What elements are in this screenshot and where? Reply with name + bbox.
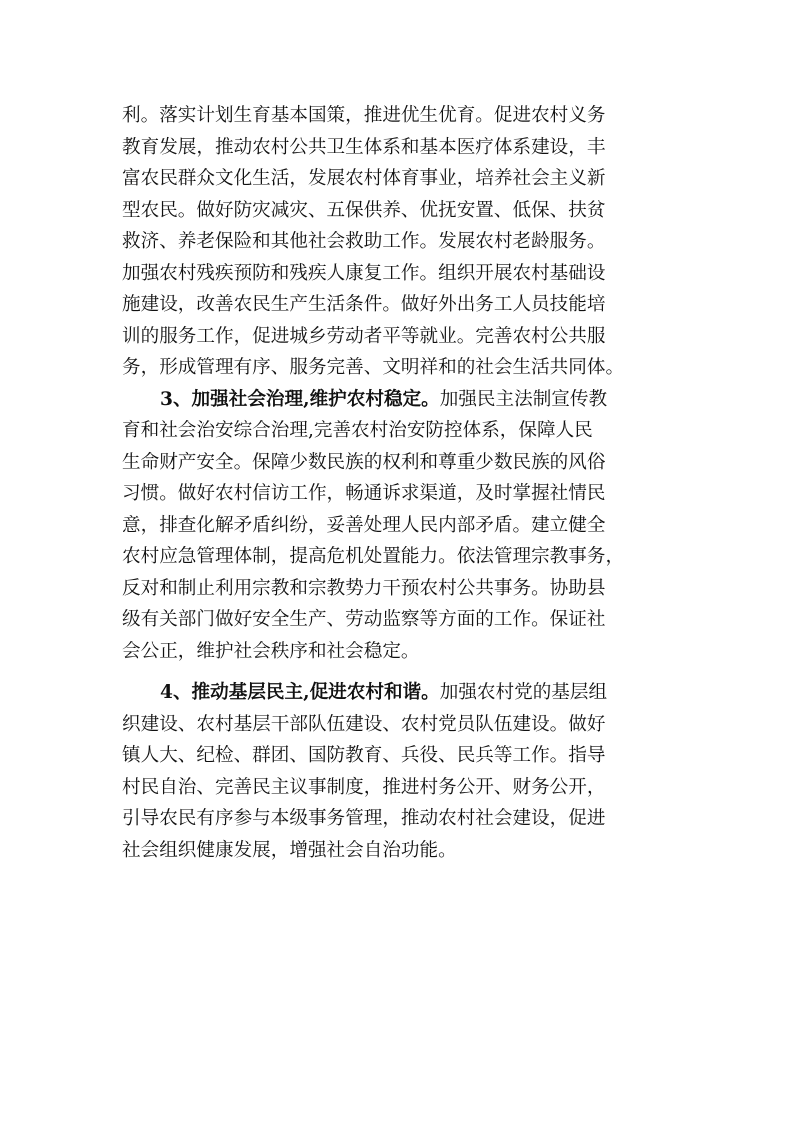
text-line: 村民自治、完善民主议事制度，推进村务公开、财务公开， [122,776,606,798]
text-line: 意，排查化解矛盾纠纷，妥善处理人民内部矛盾。建立健全 [122,514,606,536]
text-line: 救济、养老保险和其他社会救助工作。发展农村老龄服务。 [122,231,606,252]
text-line-first [122,677,690,709]
text-line: 反对和制止利用宗教和宗教势力干预农村公共事务。协助县 [122,577,606,599]
text-line: 型农民。做好防灾减灾、五保供养、优抚安置、低保、扶贫 [122,199,606,221]
text-line: 引导农民有序参与本级事务管理，推动农村社会建设，促进 [122,808,606,829]
paragraph-3 [122,677,690,866]
paragraph-2 [122,384,690,668]
section-heading: 3、加强社会治理,维护农村稳定。 [160,388,440,410]
text-line: 会公正，维护社会秩序和社会稳定。 [122,640,420,662]
text-line: 务，形成管理有序、服务完善、文明祥和的社会生活共同体。 [122,357,625,378]
text-line: 镇人大、纪检、群团、国防教育、兵役、民兵等工作。指导 [122,745,606,766]
text-line: 农村应急管理体制，提高危机处置能力。依法管理宗教事务， [122,546,625,567]
text-line: 加强农村残疾预防和残疾人康复工作。组织开展农村基础设 [122,262,606,284]
text-line: 利。落实计划生育基本国策，推进优生优育。促进农村义务 [122,105,606,126]
text-line: 训的服务工作，促进城乡劳动者平等就业。完善农村公共服 [122,325,606,347]
document-body [122,100,690,866]
text-line: 习惯。做好农村信访工作，畅通诉求渠道，及时掌握社情民 [122,483,606,504]
text-line-first [122,384,690,416]
text-line: 织建设、农村基层干部队伍建设、农村党员队伍建设。做好 [122,713,606,735]
text-line: 富农民群众文化生活，发展农村体育事业，培养社会主义新 [122,168,606,189]
text-line: 级有关部门做好安全生产、劳动监察等方面的工作。保证社 [122,609,606,630]
text-line: 社会组织健康发展，增强社会自治功能。 [122,839,457,861]
text-line: 生命财产安全。保障少数民族的权利和尊重少数民族的风俗 [122,451,606,473]
text-line: 施建设，改善农民生产生活条件。做好外出务工人员技能培 [122,294,606,315]
section-heading: 4、推动基层民主,促进农村和谐。 [160,682,440,703]
heading-continuation: 加强农村党的基层组 [439,682,608,703]
heading-continuation: 加强民主法制宣传教 [439,388,608,410]
paragraph-1 [122,100,690,384]
text-line: 教育发展，推动农村公共卫生体系和基本医疗体系建设，丰 [122,136,606,158]
text-line: 育和社会治安综合治理,完善农村治安防控体系，保障人民 [122,420,593,441]
